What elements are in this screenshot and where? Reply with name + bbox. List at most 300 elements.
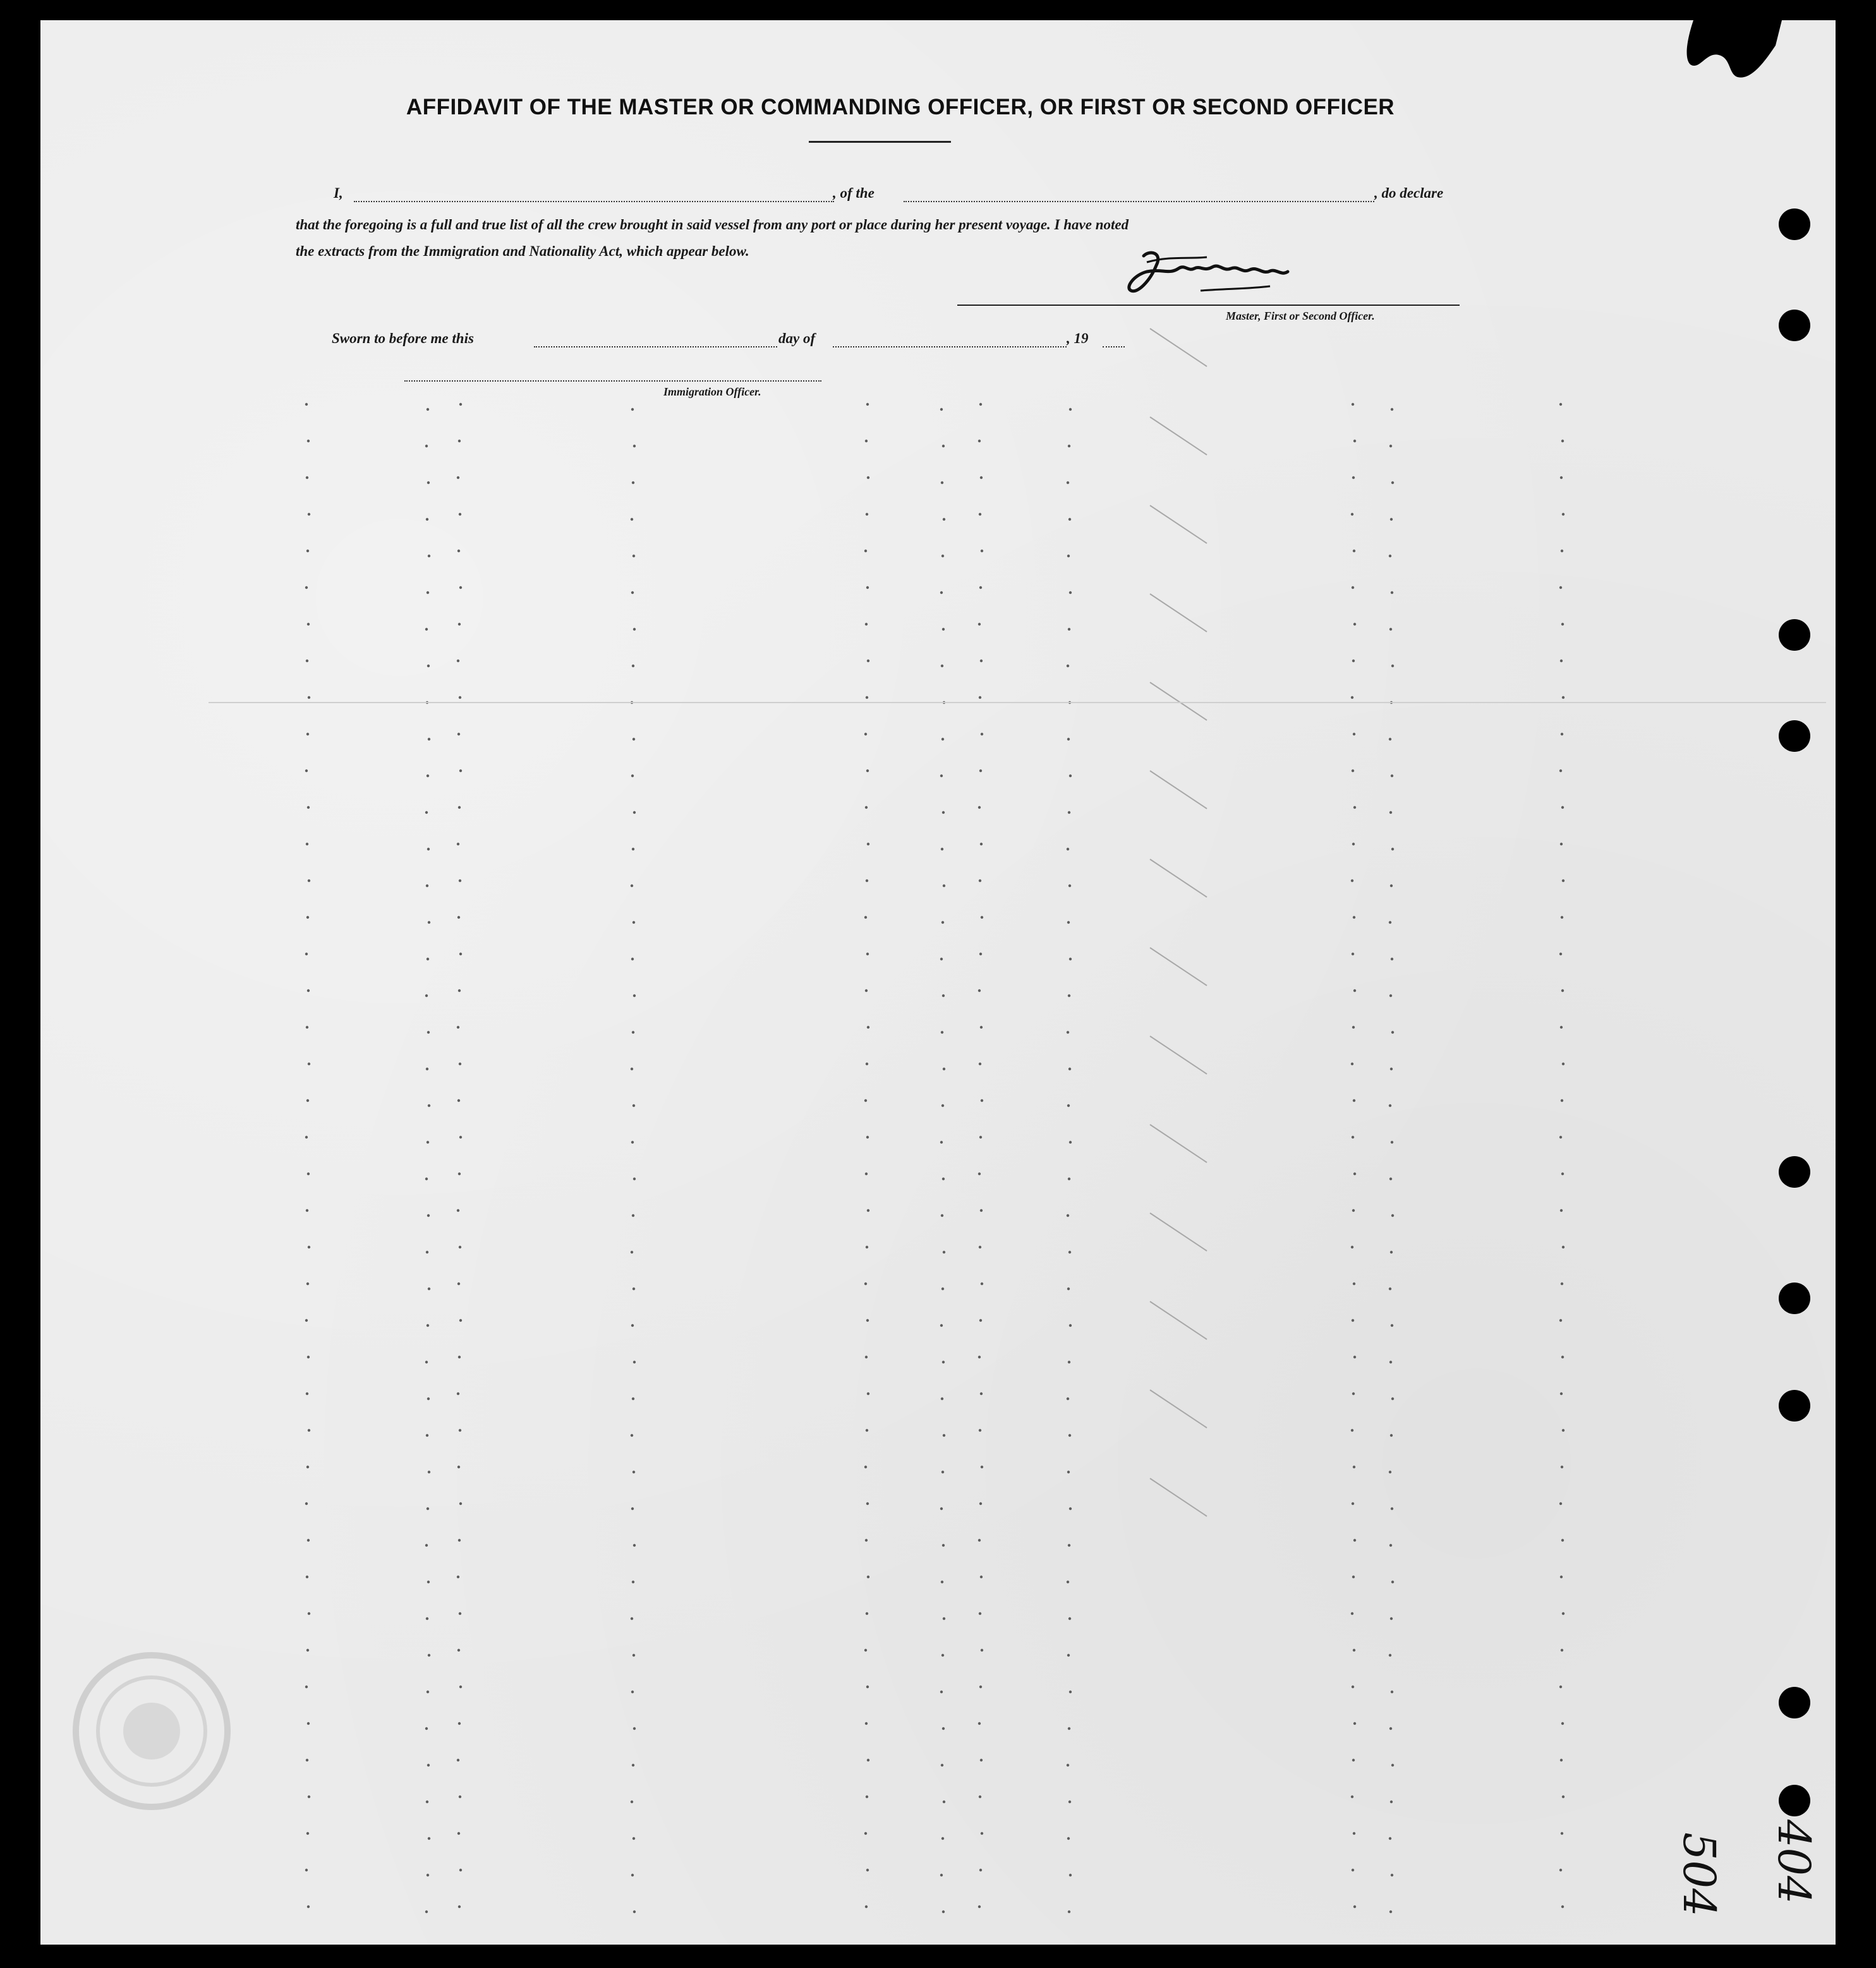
bleed-dot [941,1214,943,1217]
bleed-dot [941,921,944,924]
bleed-streak [1150,329,1207,366]
bleed-dot [979,1319,982,1322]
bleed-dot [459,1869,462,1871]
bleed-dot [1561,1722,1564,1725]
bleed-dot [427,1581,430,1583]
bleed-dot [425,1727,428,1730]
bleed-dot [1561,1905,1564,1908]
bleed-dot [1352,1026,1355,1029]
bleed-dot [426,1434,428,1437]
bleed-dot [1069,1691,1072,1693]
bleed-dot [943,1801,945,1803]
bleed-dot [632,1398,634,1400]
bleed-dot [979,1429,981,1432]
bleed-dot [425,1178,428,1180]
bleed-dot [633,1361,636,1363]
bleed-dot [427,481,430,484]
bleed-streak [1150,1213,1207,1251]
bleed-dot [978,623,981,625]
bleed-dot [1391,1324,1393,1327]
bleed-dot [866,1136,869,1138]
bleed-dot [1391,481,1394,484]
bleed-dot [459,586,462,589]
bleed-dot [305,403,308,406]
bleed-dot [864,1466,867,1468]
bleed-dot [307,623,310,625]
bleed-dot [459,403,462,406]
bleed-dot [1391,1581,1394,1583]
bleed-dot [1389,1654,1391,1657]
bleed-dot [1069,1141,1072,1144]
bleed-dot [1391,1141,1393,1144]
bleed-dot [426,518,428,521]
bleed-dot [1561,1099,1563,1102]
bleed-dot [305,953,308,955]
bleed-dot [980,1759,983,1761]
bleed-dot [1389,445,1392,447]
binder-hole [1779,1785,1810,1816]
binder-hole [1779,1283,1810,1314]
bleed-dot [305,770,308,772]
bleed-dot [1352,953,1354,955]
bleed-dot [943,518,945,521]
bleed-dot [942,1911,945,1913]
bleed-dot [979,513,981,516]
bleed-dot [458,806,461,809]
bleed-dot [459,1612,461,1615]
bleed-dot [459,1502,462,1505]
bleed-dot [942,1727,945,1730]
bleed-dot [306,660,308,662]
bleed-streak [1150,682,1207,720]
bleed-dot [1390,1801,1393,1803]
bleed-dot [428,738,430,740]
bleed-dot [633,1178,636,1180]
bleed-dot [1067,1837,1070,1840]
bleed-dot [981,916,983,919]
bleed-streak [1150,417,1207,455]
bleed-dot [1353,806,1356,809]
bleed-dot [1561,1539,1564,1542]
bleed-dot [633,1727,636,1730]
bleed-dot [978,1173,981,1175]
bleed-dot [308,1246,310,1248]
bleed-dot [631,1801,633,1803]
bleed-dot [428,1471,430,1473]
bleed-dot [426,884,428,887]
bleed-dot [940,775,943,777]
bleed-dot [1069,775,1072,777]
bleed-dot [1559,1686,1562,1688]
bleed-dot [632,1031,634,1034]
bleed-dot [458,1539,461,1542]
bleed-dot [1067,1398,1069,1400]
bleed-dot [428,1288,430,1290]
bleed-dot [1390,1617,1393,1620]
bleed-dot [1352,1576,1355,1578]
bleed-dot [428,555,430,557]
bleed-dot [979,1612,981,1615]
bleed-dot [943,1068,945,1070]
day-of-label: day of [778,330,816,346]
bleed-dot [1389,1727,1392,1730]
bleed-dot [459,1319,462,1322]
bleed-dot [865,1539,868,1542]
bleed-dot [632,665,634,667]
bleed-dot [428,1837,430,1840]
bleed-dot [1352,1136,1354,1138]
bleed-dot [1391,958,1393,960]
bleed-dot [425,1544,428,1547]
bleed-dot [631,408,634,411]
bleed-dot [979,1136,982,1138]
bleed-dot [632,1288,635,1290]
bleed-streak [1150,1301,1207,1339]
bleed-dot [305,1319,308,1322]
bleed-dot [941,1031,943,1034]
bleed-dot [1391,1507,1393,1510]
bleed-dot [864,1099,867,1102]
bleed-dot [306,550,309,552]
bleed-dot [1068,445,1070,447]
bleed-dot [458,1173,461,1175]
bleed-dot [866,696,868,699]
bleed-dot [940,958,943,960]
bleed-dot [631,1068,633,1070]
bleed-streak [1150,859,1207,897]
bleed-dot [980,1026,983,1029]
bleed-dot [940,408,943,411]
binder-hole [1779,619,1810,651]
bleed-dot [867,1026,869,1029]
bleed-dot [457,1392,459,1395]
bleed-dot [1352,1869,1354,1871]
bleed-dot [979,1502,982,1505]
bleed-dot [632,921,635,924]
bleed-dot [632,1471,635,1473]
bleed-dot [1390,884,1393,887]
bleed-dot [1561,806,1564,809]
bleed-dot [941,1288,944,1290]
bleed-dot [981,1649,983,1651]
bleed-dot [1067,1031,1069,1034]
bleed-dot [979,953,982,955]
bleed-dot [307,806,310,809]
bleed-dot [1067,555,1070,557]
bleed-dot [631,1251,633,1253]
bleed-dot [425,628,428,631]
bleed-dot [1067,1104,1070,1107]
bleed-dot [981,1832,983,1835]
bleed-dot [1560,476,1563,479]
bleed-dot [1390,1251,1393,1253]
bleed-dot [865,1905,868,1908]
bleed-dot [942,994,945,997]
bleed-dot [306,843,308,845]
bleed-dot [1352,770,1354,772]
bleed-dot [1561,623,1564,625]
bleed-dot [1391,1398,1394,1400]
bleed-dot [1562,1429,1564,1432]
bleed-dot [425,1361,428,1363]
bleed-dot [1353,1099,1355,1102]
bleed-dot [866,770,869,772]
bleed-dot [632,1214,634,1217]
bleed-dot [459,1063,461,1065]
bleed-dot [867,1209,869,1212]
bleed-dot [1559,953,1562,955]
bleed-dot [1352,1209,1355,1212]
bleed-streak [1150,771,1207,809]
faint-seal-stamp [63,1643,240,1820]
bleed-dot [459,1796,461,1798]
bleed-dot [866,1429,868,1432]
bleed-dot [457,843,459,845]
bleed-dot [427,1031,430,1034]
bleed-dot [632,1581,634,1583]
bleed-dot [1561,1283,1563,1285]
bleed-dot [1353,989,1356,992]
bleed-dot [1559,1319,1562,1322]
bleed-dot [1390,1434,1393,1437]
bleed-dot [306,1466,309,1468]
bleed-dot [1352,660,1355,662]
bleed-dot [306,1283,309,1285]
bleed-dot [867,660,869,662]
bleed-dot [941,1581,943,1583]
bleed-streak [1150,948,1207,986]
bleed-dot [1389,628,1392,631]
bleed-dot [631,1874,634,1876]
bleed-streak [1150,594,1207,632]
bleed-dot [1561,550,1563,552]
bleed-dot [865,440,868,442]
bleed-dot [1561,1356,1564,1358]
bleed-dot [1351,879,1353,882]
bleed-dot [866,1796,868,1798]
bleed-dot [1352,1319,1354,1322]
bleed-dot [864,1649,867,1651]
bleed-streak [1150,1390,1207,1428]
bleed-dot [981,733,983,735]
bleed-dot [865,1173,868,1175]
bleed-dot [631,1324,634,1327]
bleed-dot [458,989,461,992]
bleed-dot [1389,921,1391,924]
bleed-dot [942,1178,945,1180]
bleed-dot [1351,1063,1353,1065]
bleed-dot [427,591,429,594]
bleed-dot [426,1617,428,1620]
bleed-dot [1559,586,1562,589]
sworn-label: Sworn to before me this [332,330,474,346]
bleed-dot [457,1576,459,1578]
bleed-dot [1353,1539,1356,1542]
bleed-dot [864,1832,867,1835]
bleed-dot [867,1392,869,1395]
bleed-dot [1069,1507,1072,1510]
bleed-dot [1391,775,1393,777]
bleed-dot [867,476,869,479]
bleed-dot [1067,921,1070,924]
bleed-dot [1067,481,1069,484]
bleed-dot [1069,408,1072,411]
bleed-dot [307,989,310,992]
bleed-dot [459,696,461,699]
bleed-dot [632,738,635,740]
bleed-dot [979,586,982,589]
bleed-dot [1353,916,1355,919]
bleed-dot [864,733,867,735]
bleed-dot [942,445,945,447]
bleed-dot [306,1649,309,1651]
bleed-dot [866,403,869,406]
bleed-dot [305,586,308,589]
bleed-dot [427,1507,429,1510]
bleed-dot [459,770,462,772]
bleed-dot [631,591,634,594]
bleed-dot [979,696,981,699]
bleed-dot [1559,1869,1562,1871]
of-the-label: , of the [833,185,874,201]
bleed-dot [1351,1246,1353,1248]
bleed-dot [978,806,981,809]
bleed-dot [1351,1429,1353,1432]
bleed-dot [306,1209,308,1212]
bleed-dot [942,628,945,631]
bleed-dot [866,1319,869,1322]
bleed-dot [940,1874,943,1876]
bleed-dot [306,916,309,919]
bleed-dot [867,1759,869,1761]
bleed-dot [308,513,310,516]
bleed-dot [1067,738,1070,740]
bleed-dot [979,1686,982,1688]
bleed-dot [941,665,943,667]
bleed-dot [427,848,430,850]
bleed-dot [1391,848,1394,850]
bleed-dot [866,1502,869,1505]
bleed-dot [427,958,429,960]
bleed-dot [1391,1874,1393,1876]
bleed-dot [979,1246,981,1248]
bleed-dot [1353,733,1355,735]
bleed-dot [1068,1178,1070,1180]
bleed-dot [457,1209,459,1212]
bleed-dot [865,1722,868,1725]
bleed-dot [305,1686,308,1688]
bleed-dot [978,1356,981,1358]
bleed-dot [631,884,633,887]
bleed-dot [1352,1686,1354,1688]
bleed-dot [942,1544,945,1547]
bleed-dot [1389,1178,1392,1180]
bleed-dot [1561,1649,1563,1651]
bleed-dot [1352,1392,1355,1395]
bleed-dot [943,1617,945,1620]
bleed-dot [306,733,309,735]
bleed-dot [426,1251,428,1253]
bleed-dot [1353,1466,1355,1468]
bleed-dot [1390,1068,1393,1070]
bleed-dot [1352,586,1354,589]
bleed-dot [1389,1288,1391,1290]
bleed-dot [980,1392,983,1395]
bleed-dot [632,1837,635,1840]
signature-caption: Master, First or Second Officer. [1226,310,1375,322]
margin-number-504: 504 [1673,1832,1725,1917]
bleed-dot [427,1874,429,1876]
bleed-dot [427,665,430,667]
bleed-dot [1068,1617,1071,1620]
bleed-dot [1559,403,1562,406]
bleed-dot [1352,476,1355,479]
bleed-dot [458,623,461,625]
bleed-dot [1068,1434,1071,1437]
bleed-dot [308,1063,310,1065]
bleed-dot [457,1759,459,1761]
bleed-dot [980,1209,983,1212]
bleed-dot [308,1796,310,1798]
bleed-dot [1562,513,1564,516]
bleed-dot [457,916,460,919]
bleed-dot [306,1392,308,1395]
bleed-dot [308,879,310,882]
bleed-dot [941,1837,944,1840]
bleed-streak [1150,1125,1207,1162]
bleed-dot [307,1539,310,1542]
year-prefix: , 19 [1067,330,1089,346]
bleed-dot [1353,1905,1356,1908]
bleed-dot [458,1722,461,1725]
bleed-dot [1067,848,1069,850]
bleed-dot [981,1283,983,1285]
bleed-dot [427,1214,430,1217]
binder-hole [1779,1390,1810,1422]
bleed-dot [1559,1502,1562,1505]
bleed-dot [1389,1361,1392,1363]
binder-hole [1779,208,1810,240]
bleed-dot [425,811,428,814]
bleed-dot [305,1136,308,1138]
bleed-dot [978,440,981,442]
bleed-dot [866,1869,869,1871]
bleed-dot [1068,1361,1070,1363]
bleed-dot [943,884,945,887]
bleed-dot [1069,591,1072,594]
bleed-dot [306,1759,308,1761]
bleed-dot [1561,733,1563,735]
bleed-dot [942,1361,945,1363]
bleed-dot [1353,1649,1355,1651]
bleed-dot [458,1356,461,1358]
bleed-dot [1391,1764,1394,1766]
bleed-dot [943,1251,945,1253]
bleed-dot [459,1429,461,1432]
bleed-dot [940,1141,943,1144]
bleed-dot [632,848,634,850]
binder-hole [1779,720,1810,752]
bleed-dot [633,445,636,447]
bleed-dot [632,1654,635,1657]
bleed-dot [1068,1068,1071,1070]
bleed-dot [941,1654,944,1657]
bleed-dot [1562,1246,1564,1248]
bleed-dot [1069,1874,1072,1876]
bleed-dot [979,403,982,406]
bleed-dot [865,1356,868,1358]
bleed-dot [459,1246,461,1248]
